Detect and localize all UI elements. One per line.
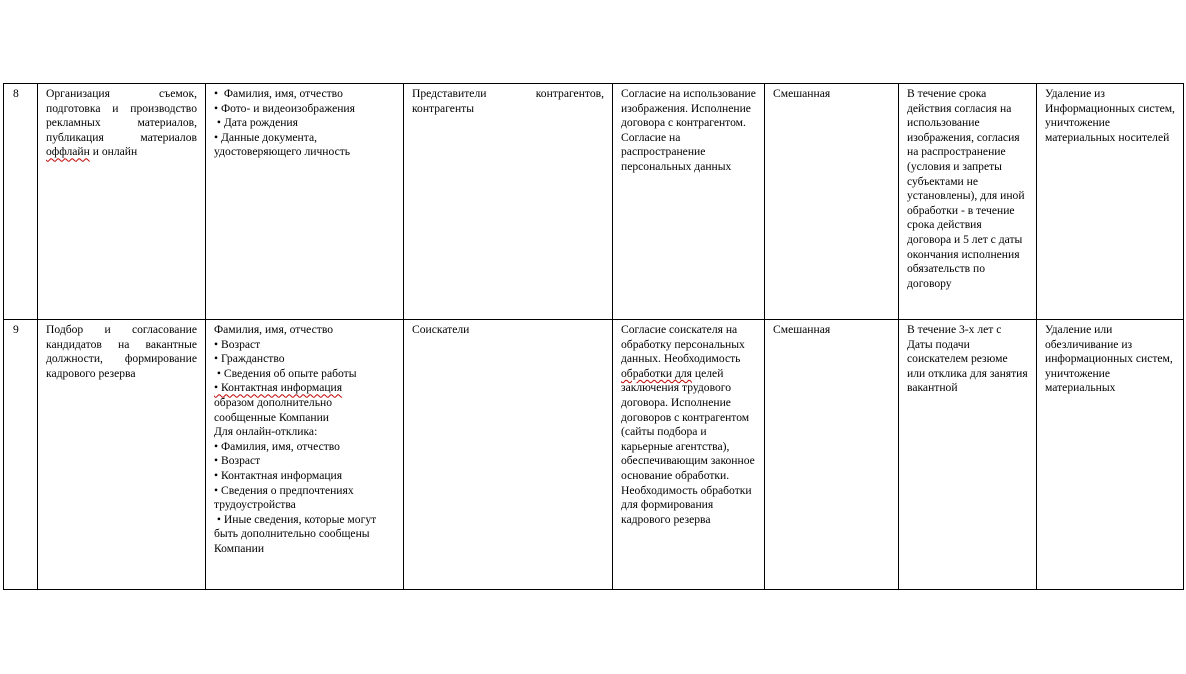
data-processing-table: [3, 83, 1184, 590]
legal-basis-text: целей заключения трудового договора. Исполнение договоров с контрагентом (сайты подбора и карьерные агентства), обеспечивающим законное основание обработки. Необходимость обработки для формирования кадрового резерва: [621, 366, 755, 526]
row-number-cell: 8: [4, 84, 38, 320]
subjects-cell: Представители контрагентов, контрагенты: [404, 84, 613, 320]
list-item: • Возраст: [214, 337, 261, 351]
table-row: [4, 320, 1184, 590]
purpose-cell: Подбор и согласование кандидатов на вакантные должности, формирование кадрового резерва: [38, 320, 206, 590]
spellcheck-list-item: • Контактная информация: [214, 381, 343, 395]
spellcheck-phrase: обработки для: [621, 366, 693, 380]
list-item: • Фамилия, имя, отчество: [214, 87, 343, 100]
legal-basis-cell: [613, 320, 765, 590]
retention-period-cell: В течение 3-х лет с Даты подачи соискателем резюме или отклика для занятия вакантной: [899, 320, 1037, 590]
list-item: • Возраст: [214, 454, 261, 468]
purpose-text: и онлайн: [89, 145, 138, 159]
list-item: • Гражданство: [214, 352, 285, 366]
list-item: • Данные документа, удостоверяющего личность: [214, 130, 351, 159]
data-categories-cell: [206, 320, 404, 590]
destruction-cell: Удаление или обезличивание из информационных систем, уничтожение материальных: [1037, 320, 1184, 590]
data-categories-cell: [206, 84, 404, 320]
processing-method-cell: Смешанная: [765, 320, 899, 590]
destruction-cell: Удаление из Информационных систем, уничтожение материальных носителей: [1037, 84, 1184, 320]
list-item: образом дополнительно сообщенные Компании: [214, 395, 335, 424]
list-item: • Сведения о предпочтениях трудоустройства: [214, 483, 357, 512]
legal-basis-text: Согласие соискателя на обработку персональных данных. Необходимость: [621, 323, 745, 366]
spellcheck-word: оффлайн: [46, 145, 90, 159]
subjects-cell: Соискатели: [404, 320, 613, 590]
list-item: Фамилия, имя, отчество: [214, 323, 334, 336]
retention-period-cell: В течение срока действия согласия на использование изображения, согласия на распространение (условия и запреты субъектами не установлены), для иной обработки - в течение срока действия договора и 5 лет с даты окончания исполнения обязательств по договору: [899, 84, 1037, 320]
list-item: • Дата рождения: [214, 116, 298, 130]
purpose-text: Организация съемок, подготовка и производство рекламных материалов, публикация материалов: [46, 87, 197, 144]
legal-basis-cell: Согласие на использование изображения. Исполнение договора с контрагентом. Согласие на распространение персональных данных: [613, 84, 765, 320]
processing-method-cell: Смешанная: [765, 84, 899, 320]
list-item: • Контактная информация: [214, 468, 343, 482]
row-number-cell: 9: [4, 320, 38, 590]
purpose-cell: [38, 84, 206, 320]
table-row: [4, 84, 1184, 320]
list-item: • Фото- и видеоизображения: [214, 101, 355, 115]
list-item: • Фамилия, имя, отчество: [214, 439, 340, 453]
list-item: • Иные сведения, которые могут быть дополнительно сообщены Компании: [214, 512, 380, 555]
list-item: • Сведения об опыте работы: [214, 366, 357, 380]
list-item: Для онлайн-отклика:: [214, 425, 318, 439]
